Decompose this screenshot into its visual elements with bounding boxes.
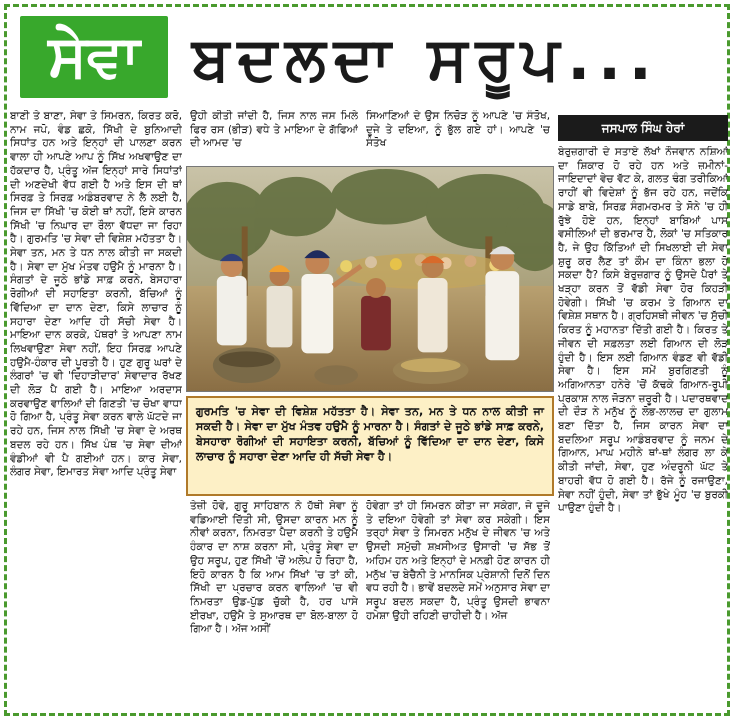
langar-sewa-painting <box>186 166 554 392</box>
article-column-1 <box>10 110 182 715</box>
article-column-4 <box>558 146 728 714</box>
article-column-2-top <box>190 110 358 164</box>
pull-quote-text: ਗੁਰਮਤਿ 'ਚ ਸੇਵਾ ਦੀ ਵਿਸ਼ੇਸ਼ ਮਹੱਤਤਾ ਹੈ। ਸੇਵਾ ਤਨ, ਮਨ ਤੇ ਧਨ ਨਾਲ ਕੀਤੀ ਜਾ ਸਕਦੀ ਹੈ। ਸੇਵਾ ਦਾ ਮੁੱਖ ਮੰਤਵ ਹਉਮੈ ਨੂੰ ਮਾਰਨਾ ਹੈ। ਸੰਗਤਾਂ ਦੇ ਜੂਠੇ ਭਾਂਡੇ ਸਾਫ਼ ਕਰਨੇ, ਬੇਸਹਾਰਾ ਰੋਗੀਆਂ ਦੀ ਸਹਾਇਤਾ ਕਰਨੀ, ਬੱਚਿਆਂ ਨੂੰ ਵਿੱਦਿਆ ਦਾ ਦਾਨ ਦੇਣਾ, ਕਿਸੇ ਲਾਚਾਰ ਨੂੰ ਸਹਾਰਾ ਦੇਣਾ ਆਦਿ ਹੀ ਸੱਚੀ ਸੇਵਾ ਹੈ। <box>196 405 544 463</box>
painting-illustration <box>187 167 553 391</box>
column-2-bottom-text: ਤੇਜ਼ੀ ਹੋਵੇ, ਗੁਰੂ ਸਾਹਿਬਾਨ ਨੇ ਹੱਥੀ ਸੇਵਾ ਨੂੰ ਵਡਿਆਈ ਦਿੱਤੀ ਸੀ, ਉਸਦਾ ਕਾਰਨ ਮਨ ਨੂੰ ਨੀਵਾਂ ਕਰਨਾ, ਨਿਮਰਤਾ ਪੈਦਾ ਕਰਨੀ ਤੇ ਹਉਮੈ ਹੰਕਾਰ ਦਾ ਨਾਸ਼ ਕਰਨਾ ਸੀ, ਪ੍ਰੰਤੂ ਸੇਵਾ ਦਾ ਉਹ ਸਰੂਪ, ਹੁਣ ਸਿੱਖੀ 'ਚੋਂ ਅਲੋਪ ਹੋ ਰਿਹਾ ਹੈ, ਇਹੋ ਕਾਰਨ ਹੈ ਕਿ ਆਮ ਸਿੱਖਾਂ 'ਚ ਤਾਂ ਕੀ, ਸਿੱਖੀ ਦਾ ਪ੍ਰਚਾਰ ਕਰਨ ਵਾਲਿਆਂ 'ਚ ਵੀ ਨਿਮਰਤਾ ਉਡ-ਪੁੱਡ ਚੁੱਕੀ ਹੈ, ਹਰ ਪਾਸੇ ਈਰਖਾ, ਹਉਮੈ ਤੇ ਸੁਆਰਥ ਦਾ ਬੋਲ-ਬਾਲਾ ਹੋ ਗਿਆ ਹੈ। ਅੱਜ ਅਸੀਂ <box>190 500 358 636</box>
column-3-top-text: ਸਿਆਣਿਆਂ ਦੇ ਉਸ ਨਿਚੋੜ ਨੂੰ ਆਪਣੇ 'ਚ ਸੰਤੋਖ, ਦੂਜੇ ਤੇ ਦਇਆ, ਨੂੰ ਭੁੱਲ ਗਏ ਹਾਂ। ਆਪਣੇ 'ਚ ਸੰਤੋਖ <box>366 110 550 150</box>
column-4-text: ਬੇਰੁਜ਼ਗਾਰੀ ਦੇ ਸਤਾਏ ਲੱਖਾਂ ਨੌਜਵਾਨ ਨਸ਼ਿਆਂ ਦਾ ਸ਼ਿਕਾਰ ਹੋ ਰਹੇ ਹਨ ਅਤੇ ਜ਼ਮੀਨਾਂ-ਜਾਇਦਾਦਾਂ ਵੇਚ ਵੱਟ ਕੇ, ਗਲਤ ਢੰਗ ਤਰੀਕਿਆਂ ਰਾਹੀਂ ਵੀ ਵਿਦੇਸ਼ਾਂ ਨੂੰ ਭੱਜ ਰਹੇ ਹਨ, ਜਦੋਂਕਿ ਸਾਡੇ ਬਾਬੇ, ਸਿਰਫ਼ ਸੰਗਮਰਮਰ ਤੇ ਸੋਨੇ 'ਚ ਹੀ ਰੁੱਝੇ ਹੋਏ ਹਨ, ਇਨ੍ਹਾਂ ਬਾਬਿਆਂ ਪਾਸ ਵਸੀਲਿਆਂ ਦੀ ਭਰਮਾਰ ਹੈ, ਲੋਕਾਂ 'ਚ ਸਤਿਕਾਰ ਹੈ, ਜੇ ਉਹ ਕਿੱਤਿਆਂ ਦੀ ਸਿਖਲਾਈ ਦੀ ਸੇਵਾ ਸ਼ੁਰੂ ਕਰ ਲੈਣ ਤਾਂ ਕੌਮ ਦਾ ਕਿੰਨਾ ਭਲਾ ਹੋ ਸਕਦਾ ਹੈ? ਕਿਸੇ ਬੇਰੁਜ਼ਗਾਰ ਨੂੰ ਉਸਦੇ ਪੈਰਾਂ ਤੇ ਖੜ੍ਹਾ ਕਰਨ ਤੋਂ ਵੱਡੀ ਸੇਵਾ ਹੋਰ ਕਿਹੜੀ ਹੋਵੇਗੀ। ਸਿੱਖੀ 'ਚ ਕਰਮ ਤੇ ਗਿਆਨ ਦਾ ਵਿਸ਼ੇਸ਼ ਸਥਾਨ ਹੈ। ਗ੍ਰਹਿਸਥੀ ਜੀਵਨ 'ਚ ਸੁੱਚੀ ਕਿਰਤ ਨੂੰ ਮਹਾਨਤਾ ਦਿੱਤੀ ਗਈ ਹੈ। ਕਿਰਤ ਤੇ ਜੀਵਨ ਦੀ ਸਫ਼ਲਤਾ ਲਈ ਗਿਆਨ ਦੀ ਲੋੜ ਹੁੰਦੀ ਹੈ। ਇਸ ਲਈ ਗਿਆਨ ਵੰਡਣ ਵੀ ਵੱਡੀ ਸੇਵਾ ਹੈ। ਇਸ ਸਮੇਂ ਬੁਰਗਿਣਤੀ ਨੂੰ ਅਗਿਆਨਤਾ ਹਨੇਰੇ 'ਚੋਂ ਕੱਢਕੇ ਗਿਆਨ-ਰੂਪੀ ਪ੍ਰਕਾਸ਼ ਨਾਲ ਜੋੜਨਾ ਜ਼ਰੂਰੀ ਹੈ। ਪਦਾਰਥਵਾਦ ਦੀ ਦੌੜ ਨੇ ਮਨੁੱਖ ਨੂੰ ਲੋਭ-ਲਾਲਚ ਦਾ ਗੁਲਾਮ ਬਣਾ ਦਿੱਤਾ ਹੈ, ਜਿਸ ਕਾਰਨ ਸੇਵਾ ਦਾ ਬਦਲਿਆ ਸਰੂਪ ਆਡੰਬਰਵਾਦ ਨੂੰ ਜਨਮ ਦੇ ਗਿਆਨ, ਮਾਘ ਮਹੀਨੇ ਥਾਂ-ਥਾਂ ਲੰਗਰ ਲਾ ਕੇ ਕੀਤੀ ਜਾਂਦੀ, ਸੇਵਾ, ਹੁਣ ਅੰਦਰੂਨੀ ਘੱਟ ਤੇ ਬਾਹਰੀ ਵੱਧ ਹੋ ਗਈ ਹੈ। ਰੱਜੇ ਨੂੰ ਰਜਾਉਣਾ, ਸੇਵਾ ਨਹੀਂ ਹੁੰਦੀ, ਸੇਵਾ ਤਾਂ ਭੁੱਖੇ ਮੂੰਹ 'ਚ ਬੁਰਕੀ ਪਾਉਣਾ ਹੁੰਦੀ ਹੈ। <box>558 146 728 515</box>
column-2-top-text: ਉਹੀ ਕੀਤੀ ਜਾਂਦੀ ਹੈ, ਜਿਸ ਨਾਲ ਜਸ ਮਿਲੇ ਫਿਰ ਰਸ (ਭੀੜ) ਵਧੇ ਤੇ ਮਾਇਆ ਦੇ ਗੱਫਿਆਂ ਦੀ ਆਮਦ 'ਚ <box>190 110 358 150</box>
article-column-3-top <box>366 110 550 164</box>
headline-highlight: ਸੇਵਾ <box>20 16 168 98</box>
column-3-bottom-text: ਹੋਵੇਗਾ ਤਾਂ ਹੀ ਸਿਮਰਨ ਕੀਤਾ ਜਾ ਸਕੇਗਾ, ਜੇ ਦੂਜੇ ਤੇ ਦਇਆ ਹੋਵੇਗੀ ਤਾਂ ਸੇਵਾ ਕਰ ਸਕੇਗੀ। ਇਸ ਤਰ੍ਹਾਂ ਸੇਵਾ ਤੇ ਸਿਮਰਨ ਮਨੁੱਖ ਦੇ ਜੀਵਨ 'ਚ ਅਤੇ ਉਸਦੀ ਸਮੁੱਚੀ ਸ਼ਖ਼ਸੀਅਤ ਉਸਾਰੀ 'ਚ ਸੱਭ ਤੋਂ ਅਹਿਮ ਹਨ ਅਤੇ ਇਨ੍ਹਾਂ ਦੇ ਮਨਫ਼ੀ ਹੋਣ ਕਾਰਨ ਹੀ ਮਨੁੱਖ 'ਚ ਬੇਚੈਨੀ ਤੇ ਮਾਨਸਿਕ ਪ੍ਰੇਸ਼ਾਨੀ ਦਿਨੋਂ ਦਿਨ ਵਧ ਰਹੀ ਹੈ। ਭਾਵੇਂ ਬਦਲਦੇ ਸਮੇਂ ਅਨੁਸਾਰ ਸੇਵਾ ਦਾ ਸਰੂਪ ਬਦਲ ਸਕਦਾ ਹੈ, ਪ੍ਰੰਤੂ ਉਸਦੀ ਭਾਵਨਾ ਹਮੇਸ਼ਾ ਉਹੀ ਰਹਿਣੀ ਚਾਹੀਦੀ ਹੈ। ਅੱਜ <box>366 500 550 622</box>
headline-title: ਬਦਲਦਾ ਸਰੂਪ... <box>192 24 660 94</box>
author-byline: ਜਸਪਾਲ ਸਿੰਘ ਹੇਰਾਂ <box>558 115 728 141</box>
pull-quote <box>186 396 554 496</box>
column-1-text: ਬਾਣੀ ਤੇ ਬਾਣਾ, ਸੇਵਾ ਤੇ ਸਿਮਰਨ, ਕਿਰਤ ਕਰੋ, ਨਾਮ ਜਪੋ, ਵੰਡ ਛਕੋ, ਸਿੱਖੀ ਦੇ ਬੁਨਿਆਦੀ ਸਿਧਾਂਤ ਹਨ ਅਤੇ ਇਨ੍ਹਾਂ ਦੀ ਪਾਲਣਾ ਕਰਨ ਵਾਲਾ ਹੀ ਆਪਣੇ ਆਪ ਨੂੰ ਸਿੱਖ ਅਖਵਾਉਣ ਦਾ ਹੱਕਦਾਰ ਹੈ, ਪ੍ਰੰਤੂ ਅੱਜ ਇਨ੍ਹਾਂ ਸਾਰੇ ਸਿਧਾਂਤਾਂ ਦੀ ਅਣਦੇਖੀ ਵੱਧ ਗਈ ਹੈ ਅਤੇ ਇਸ ਦੀ ਥਾਂ ਸਿਰਫ਼ ਤੇ ਸਿਰਫ਼ ਅਡੰਬਰਵਾਦ ਨੇ ਲੈ ਲਈ ਹੈ, ਜਿਸ ਦਾ ਸਿੱਖੀ 'ਚ ਕੋਈ ਥਾਂ ਨਹੀਂ, ਇਸੇ ਕਾਰਨ ਸਿੱਖੀ 'ਚ ਨਿਘਾਰ ਦਾ ਰੌਲਾ ਵੱਧਦਾ ਜਾ ਰਿਹਾ ਹੈ। ਗੁਰਮਤਿ 'ਚ ਸੇਵਾ ਦੀ ਵਿਸ਼ੇਸ਼ ਮਹੱਤਤਾ ਹੈ। ਸੇਵਾ ਤਨ, ਮਨ ਤੇ ਧਨ ਨਾਲ ਕੀਤੀ ਜਾ ਸਕਦੀ ਹੈ। ਸੇਵਾ ਦਾ ਮੁੱਖ ਮੰਤਵ ਹਉਮੈ ਨੂੰ ਮਾਰਨਾ ਹੈ। ਸੰਗਤਾਂ ਦੇ ਜੂਠੇ ਭਾਂਡੇ ਸਾਫ਼ ਕਰਨੇ, ਬੇਸਹਾਰਾ ਰੋਗੀਆਂ ਦੀ ਸਹਾਇਤਾ ਕਰਨੀ, ਬੱਚਿਆਂ ਨੂੰ ਵਿੱਦਿਆ ਦਾ ਦਾਨ ਦੇਣਾ, ਕਿਸੇ ਲਾਚਾਰ ਨੂੰ ਸਹਾਰਾ ਦੇਣਾ ਆਦਿ ਹੀ ਸੱਚੀ ਸੇਵਾ ਹੈ। ਮਾਇਆ ਦਾਨ ਕਰਕੇ, ਪੱਥਰਾਂ ਤੇ ਆਪਣਾ ਨਾਮ ਲਿਖਵਾਉਣਾ ਸੇਵਾ ਨਹੀਂ, ਇਹ ਸਿਰਫ਼ ਆਪਣੇ ਹਉਮੈ-ਹੰਕਾਰ ਦੀ ਪੂਰਤੀ ਹੈ। ਹੁਣ ਗੁਰੂ ਘਰਾਂ ਦੇ ਲੰਗਰਾਂ 'ਚ ਵੀ 'ਦਿਹਾੜੀਦਾਰ' ਸੇਵਾਦਾਰ ਰੱਖਣ ਦੀ ਲੋੜ ਪੈ ਗਈ ਹੈ। ਮਾਇਆ ਅਰਦਾਸ ਕਰਵਾਉਣ ਵਾਲਿਆਂ ਦੀ ਗਿਣਤੀ 'ਚ ਚੋਖਾ ਵਾਧਾ ਹੋ ਗਿਆ ਹੈ, ਪ੍ਰੰਤੂ ਸੇਵਾ ਕਰਨ ਵਾਲੇ ਘੱਟਦੇ ਜਾ ਰਹੇ ਹਨ, ਜਿਸ ਨਾਲ ਸਿੱਖੀ 'ਚ ਸੇਵਾ ਦੇ ਅਰਥ ਬਦਲ ਰਹੇ ਹਨ। ਸਿੱਖ ਪੰਥ 'ਚ ਸੇਵਾ ਦੀਆਂ ਵੰਡੀਆਂ ਵੀ ਪੈ ਗਈਆਂ ਹਨ। ਕਾਰ ਸੇਵਾ, ਲੰਗਰ ਸੇਵਾ, ਇਮਾਰਤ ਸੇਵਾ ਆਦਿ ਪ੍ਰੰਤੂ ਸੇਵਾ <box>10 110 182 479</box>
article-column-2-bottom <box>190 500 358 715</box>
article-column-3-bottom <box>366 500 550 715</box>
